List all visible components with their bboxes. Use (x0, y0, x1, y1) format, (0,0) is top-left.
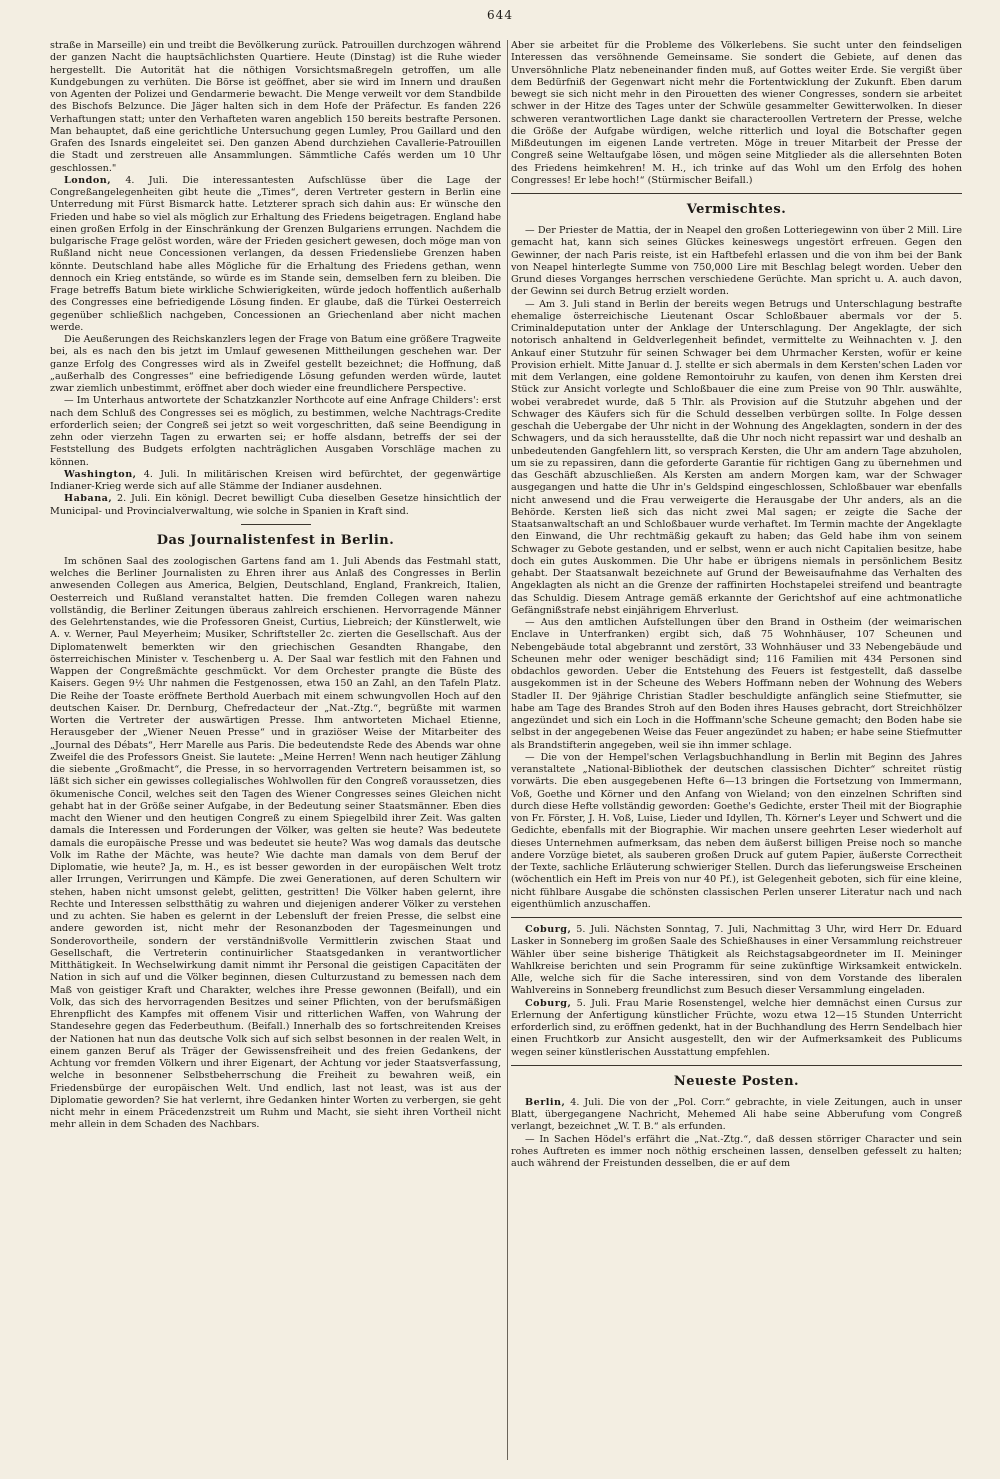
berlin-report (511, 1097, 962, 1134)
journalist-feast-text: Im schönen Saal des zoologischen Gartens fand am 1. Juli Abends das Festmahl statt, welches die Berliner Journalisten zu Ehren ihrer aus Anlaß des Congresses in Berlin anwesenden Collegen aus America, Belgien, Deutschland, England, Frankreich, Italien, Oesterreich und Rußland veranstaltet hatten. Die fremden Collegen waren nahezu vollständig, die Berliner Zeitungen überaus zahlreich erschienen. Hervorragende Männer des Gelehrtenstandes, wie die Professoren Gneist, Curtius, Liebreich; der Künstlerwelt, wie A. v. Werner, Paul Meyerheim; Musiker, Schriftsteller 2c. zierten die Gesellschaft. Aus der Diplomatenwelt bemerkten wir den griechischen Gesandten Rhangabe, den österreichischen Minister v. Teschenberg u. A. Der Saal war festlich mit den Fahnen und Wappen der Congreßmächte geschmückt. Vor dem Orchester prangte die Büste des Kaisers. Gegen 9½ Uhr nahmen die Festgenossen, etwa 150 an Zahl, an den Tafeln Platz. Die Reihe der Toaste eröffnete Berthold Auerbach mit einem schwungvollen Hoch auf den deutschen Kaiser. Dr. Dernburg, Chefredacteur der „Nat.-Ztg.“, begrüßte mit warmen Worten die Vertreter der auswärtigen Presse. Ihm antworteten Michael Etienne, Herausgeber der „Wiener Neuen Presse“ und in graziöser Weise der Mitarbeiter des „Journal des Débats“, Herr Marelle aus Paris. Die bedeutendste Rede des Abends war ohne Zweifel die des Professors Gneist. Sie lautete: „Meine Herren! Wenn nach heutiger Zählung die siebente „Großmacht“, die Presse, in so hervorragenden Vertretern beisammen ist, so läßt sich sicher ein gewisses collegialisches Wohlwollen für den Congreß voraussetzen, dies ökumenische Concil, welches seit den Tagen des Wiener Congresses seines Gleichen nicht gehabt hat in der Größe seiner Aufgabe, in der Bedeutung seiner Staatsmänner. Eben dies macht den Wiener und den heutigen Congreß zu einem Spiegelbild ihrer Zeit. Was galten damals die Interessen und Forderungen der Völker, was gelten sie heute? Was bedeutete damals die europäische Presse und was bedeutet sie heute? Was wog damals das deutsche Volk im Rathe der Mächte, was heute? Wie dachte man damals von dem Beruf der Diplomatie, wie heute? Ja, m. H., es ist besser geworden in der europäischen Welt trotz aller Irrungen, Verirrungen und Kämpfe. Die zwei Generationen, auf deren Schultern wir stehen, haben nicht umsonst gelebt, gelitten, gestritten! Die Völker haben gelernt, ihre Rechte und Interessen selbstthätig zu wahren und diejenigen anderer Völker zu verstehen und zu achten. Sie haben es gelernt in der Lebensluft der freien Presse, die selbst eine andere geworden ist, nicht mehr der Resonanzboden der Tagesmeinungen und Sonderovortheile, sondern der verständnißvolle Vermittlerin zwischen Staat und Gesellschaft, die Vertreterin continuirlicher Staatsgedanken in verantwortlicher Mitthätigkeit. In Wechselwirkung damit nimmt ihr Personal die geistigen Capacitäten der Nation in sich auf und die Völker beginnen, diesen Culturzustand zu bemessen nach dem Maß von geistiger Kraft und Charakter, welches ihre Presse gewonnen (Beifall), und ein Volk, das sich des hervorragenden Besitzes und seiner Pflichten, von der berufsmäßigen Ehrenpflicht des Kampfes mit offenem Visir und ritterlichen Waffen, von Wahrung der Standesehre gegen das Federbeuthum. (Beifall.) Innerhalb des so fortschreitenden Kreises der Nationen hat nun das deutsche Volk sich auf sich selbst besonnen in der realen Welt, in einem ganzen Beruf als Träger der Gewissensfreiheit und des freien Gedankens, der Achtung vor fremden Völkern und ihrer Eigenart, der Achtung vor jeder Staatsverfassung, welche in besonnener Selbstbeherrschung die Freiheit zu bewahren weiß, ein Friedensbürge der europäischen Welt. Und endlich, last not least, was ist aus der Diplomatie geworden? Sie hat verlernt, ihre Gedanken hinter Worten zu verbergen, sie geht nicht mehr in einem Präcedenzstreit um Ruhm und Macht, sie sieht ihren Vortheil nicht mehr allein in dem Schaden des Nachbars. (50, 555, 501, 1131)
ostheim-fire-item: — Aus den amtlichen Aufstellungen über den Brand in Ostheim (der weimarischen Enclave in Unterfranken) ergibt sich, daß 75 Wohnhäuser, 107 Scheunen und Nebengebäude total abgebrannt und zerstört, 33 Wohnhäuser und 33 Nebengebäude und Scheunen mehr oder weniger beschädigt sind; 116 Familien mit 434 Personen sind obdachlos geworden. Ueber die Entstehung des Feuers ist festgestellt, daß dasselbe ausgekommen ist in der Scheune des Webers Hoffmann neben der Wohnung des Webers Stadler II. Der 9jährige Christian Stadler beschuldigte anfänglich seine Stiefmutter, sie habe am Tage des Brandes Stroh auf den Boden ihres Hauses gebracht, dort Streichhölzer angezündet und sich ein Loch in die Hoffmann'sche Scheune gemacht; den Boden habe sie selbst in der angegebenen Weise das Feuer angezündet zu haben; er habe seine Stiefmutter als Brandstifterin angegeben, weil sie ihn immer schlage. (511, 617, 962, 751)
coburg-lasker-report (511, 924, 962, 998)
column-rule (507, 40, 508, 1460)
washington-dateline: Washington, (64, 468, 137, 480)
journalist-feast-heading: Das Journalistenfest in Berlin. (156, 532, 395, 548)
lottery-priest-item: — Der Priester de Mattia, der in Neapel den großen Lotteriegewinn von über 2 Mill. Lire gemacht hat, kann sich seines Glückes keineswegs ungestört erfreuen. Gegen den Gewinner, der nach Paris reiste, ist ein Haftbefehl erlassen und die von ihm bei der Bank von Neapel hinterlegte Summe von 750,000 Lire mit Beschlag belegt worden. Ueber den Grund dieses Vorganges herrschen verschiedene Gerüchte. Man spricht u. A. auch davon, der Gewinn sei durch Betrug erzielt worden. (511, 225, 962, 298)
marseille-report-text: straße in Marseille) ein und treibt die Bevölkerung zurück. Patrouillen durchzogen während der ganzen Nacht die hauptsächlichsten Quartiere. Heute (Dinstag) ist die Ruhe wieder hergestellt. Die Autorität hat die nöthigen Vorsichtsmaßregeln getroffen, um alle Kundgebungen zu verhüten. Die Börse ist geöffnet, aber sie wird im Innern und draußen von Agenten der Polizei und Gendarmerie bewacht. Die Menge verweilt vor dem Standbilde des Bischofs Belzunce. Die Jäger halten sich in dem Hofe der Präfectur. Es fanden 226 Verhaftungen statt; unter den Verhafteten waren angeblich 150 bereits bestrafte Personen. Man behauptet, daß eine gerichtliche Untersuchung gegen Lumley, Prou Gaillard und den Grafen des Isnards eingeleitet sei. Den ganzen Abend durchziehen Cavallerie-Patrouillen die Stadt und zerstreuen alle Ansammlungen. Sämmtliche Cafés werden um 10 Uhr geschlossen." (50, 40, 501, 174)
coburg-dateline: Coburg, (525, 997, 572, 1009)
columns (50, 40, 962, 1460)
section-divider (511, 917, 962, 918)
miscellany-heading: Vermischtes. (686, 202, 787, 217)
havana-report-text: 2. Juli. Ein königl. Decret bewilligt Cuba dieselben Gesetze hinsichtlich der Municipal- und Provincialverwaltung, wie solche in Spanien in Kraft sind. (50, 493, 501, 517)
london-dateline: London, (64, 174, 112, 186)
left-column (50, 40, 501, 1460)
chancellor-remarks: Die Aeußerungen des Reichskanzlers legen der Frage von Batum eine größere Tragweite bei, als es nach den bis jetzt im Umlauf gewesenen Mittheilungen geschehen war. Der ganze Erfolg des Congresses wird als in Zweifel gestellt bezeichnet; die Hoffnung, daß „außerhalb des Congresses“ eine befriedigende Lösung gefunden werden würde, lautet zwar ziemlich unbestimmt, eröffnet aber doch wieder eine freundlichere Perspective. (50, 334, 501, 394)
latest-news-heading: Neueste Posten. (673, 1073, 800, 1089)
washington-report-text: 4. Juli. In militärischen Kreisen wird befürchtet, der gegenwärtige Indianer-Krieg werde sich auf alle Stämme der Indianer ausdehnen. (50, 468, 501, 492)
london-report-text: 4. Juli. Die interessantesten Aufschlüsse über die Lage der Congreßangelegenheiten gibt heute die „Times“, deren Vertreter gestern in Berlin eine Unterredung mit Fürst Bismarck hatte. Letzterer sprach sich dahin aus: Er wünsche den Frieden und habe so viel als möglich zur Erhaltung des Friedens beigetragen. England habe einen großen Erfolg in der Einschränkung der Grenzen Bulgariens errungen. Nachdem die bulgarische Frage gelöst worden, wäre der Frieden gesichert gewesen, doch möge man von Rußland nicht neue Concessionen verlangen, da dessen Friedensliebe Grenzen haben könnte. Deutschland habe alles Mögliche für die Erhaltung des Friedens gethan, wenn dennoch ein Krieg entstände, so würde es im Stande sein, demselben fern zu bleiben. Die Frage betreffs Batum biete wirkliche Schwierigkeiten, würde jedoch hoffentlich außerhalb des Congresses eine befriedigende Lösung finden. Er glaube, daß die Türkei Oesterreich gegenüber schließlich nachgeben, Concessionen an Griechenland aber nicht machen werde. (50, 174, 501, 333)
berlin-dateline: Berlin, (525, 1096, 566, 1108)
section-divider (241, 524, 311, 525)
havana-report (50, 493, 501, 518)
hoedel-report: — In Sachen Hödel's erfährt die „Nat.-Ztg.“, daß dessen störriger Character und sein rohes Auftreten es immer noch nöthig erscheinen lassen, denselben gefesselt zu halten; auch während der Freistunden desselben, die er auf dem (511, 1133, 962, 1169)
right-column (511, 40, 962, 1460)
washington-report (50, 469, 501, 494)
section-divider (511, 193, 962, 194)
gneist-speech-continued: Aber sie arbeitet für die Probleme des Völkerlebens. Sie sucht unter den feindseligen Interessen das versöhnende Gemeinsame. Sie sondert die Gebiete, auf denen das Unversöhnliche Platz nebeneinander finden muß, auf Gottes weiter Erde. Sie vergißt über dem Bedürfniß der Gegenwart nicht mehr die Fortentwicklung der Zukunft. Eben darum bewegt sie sich nicht mehr in den Pirouetten des wiener Congresses, sondern sie arbeitet schwer in der Hitze des Tages unter der Schwüle gesammelter Gewitterwolken. In dieser schweren verantwortlichen Lage dankt sie characteroollen Vertretern der Presse, welche die Größe der Aufgabe würdigen, welche ritterlich und loyal die Botschafter gegen Mißdeutungen im eigenen Lande vertreten. Möge in treuer Mitarbeit der Presse der Congreß seine Weltaufgabe lösen, und mögen seine Mitglieder als die allersehnten Boten des Friedens heimkehren! M. H., ich trinke auf das Wohl um den Erfolg des hohen Congresses! Er lebe hoch!“ (Stürmischer Beifall.) (511, 40, 962, 186)
section-divider (511, 1065, 962, 1066)
coburg-fruit-report (511, 998, 962, 1059)
unterhaus-report: — Im Unterhaus antwortete der Schatzkanzler Northcote auf eine Anfrage Childers': erst nach dem Schluß des Congresses sei es möglich, zu bestimmen, welche Nachtrags-Credite erforderlich seien; der Congreß sei jetzt so weit vorgeschritten, daß seine Beendigung in zehn oder vierzehn Tagen zu erwarten sei; er hoffe alsdann, betreffs der sei der Feststellung des Budgets erfolgten nachträglichen Ausgaben Vorschläge machen zu können. (50, 395, 501, 468)
havana-dateline: Habana, (64, 493, 113, 505)
berlin-report-text: 4. Juli. Die von der „Pol. Corr.“ gebrachte, in viele Zeitungen, auch in unser Blatt, übergegangene Nachricht, Mehemed Ali habe seine Abberufung vom Congreß verlangt, bezeichnet „W. T. B.“ als erfunden. (511, 1096, 962, 1133)
london-report (50, 175, 501, 334)
coburg-lasker-text: 5. Juli. Nächsten Sonntag, 7. Juli, Nachmittag 3 Uhr, wird Herr Dr. Eduard Lasker in Sonneberg im großen Saale des Schießhauses in einer Versammlung reichstreuer Wähler über seine bisherige Thätigkeit als Reichstagsabgeordneter im II. Meininger Wahlkreise berichten und sein Programm für seine zukünftige Wirksamkeit entwickeln. Alle, welche sich für die Sache interessiren, sind von dem Vorstande des liberalen Wahlvereins in Sonneberg freundlichst zum Besuch dieser Versammlung eingeladen. (511, 924, 962, 997)
national-library-item: — Die von der Hempel'schen Verlagsbuchhandlung in Berlin mit Beginn des Jahres veranstaltete „National-Bibliothek der deutschen classischen Dichter“ schreitet rüstig vorwärts. Die eben ausgegebenen Hefte 6—13 bringen die Fortsetzung von Immermann, Voß, Goethe und Körner und den Anfang von Wieland; von den einzelnen Schriften sind durch diese Hefte vollständig geworden: Goethe's Gedichte, erster Theil mit der Biographie von Fr. Förster, J. H. Voß, Luise, Lieder und Idyllen, Th. Körner's Leyer und Schwert und die Gedichte, ebenfalls mit der Biographie. Wir machen unsere geehrten Leser wiederholt auf dieses Unternehmen aufmerksam, das neben dem äußerst billigen Preise noch so manche andere Vorzüge bietet, als sauberen großen Druck auf gutem Papier, äußerste Correctheit der Texte, sachliche Erläuterung schwieriger Stellen. Durch das lieferungsweise Erscheinen (wöchentlich ein Heft im Preis von nur 40 Pf.), ist Gelegenheit geboten, sich für eine kleine, nicht fühlbare Ausgabe die schönsten classischen Perlen unserer Literatur nach und nach eigenthümlich anzuschaffen. (511, 751, 962, 910)
coburg-fruit-text: 5. Juli. Frau Marie Rosenstengel, welche hier demnächst einen Cursus zur Erlernung der Anfertigung künstlicher Früchte, wozu etwa 12—15 Stunden Unterricht erforderlich sind, zu eröffnen gedenkt, hat in der Buchhandlung des Herrn Sendelbach hier einen Fruchtkorb zur Ansicht ausgestellt, den wir der Aufmerksamkeit des Publicums wegen seiner künstlerischen Ausstattung empfehlen. (511, 997, 962, 1058)
schlossbauer-trial-item: — Am 3. Juli stand in Berlin der bereits wegen Betrugs und Unterschlagung bestrafte ehemalige österreichische Lieutenant Oscar Schloßbauer abermals vor der 5. Criminaldeputation unter der Anklage der Unterschlagung. Der Angeklagte, der sich notorisch anhaltend in Geldverlegenheit befindet, vermittelte zu Weihnachten v. J. den Ankauf einer Stutzuhr für seinen Schwager bei dem Uhrmacher Kersten, wofür er keine Provision erhielt. Mitte Januar d. J. stellte er sich abermals in dem Kersten'schen Laden vor mit dem Verlangen, eine goldene Remontoiruhr zu kaufen, von denen ihm Kersten drei Stück zur Ansicht vorlegte und Schloßbauer die eine zum Preise von 90 Thlr. auswählte, wobei verabredet wurde, daß 5 Thlr. als Provision auf die Stutzuhr abgehen und der Schwager des Käufers sich für die Schuld desselben verbürgen sollte. In Folge dessen geschah die Uebergabe der Uhr nicht in der Wohnung des Angeklagten, sondern in der des Schwagers, und da sich herausstellte, daß die Uhr noch nicht repassirt war und deshalb an unbedeutenden Gangfehlern litt, so versprach Kersten, die Uhr am andern Tage abzuholen, um sie zu repassiren, dann die geforderte Garantie für richtigen Gang zu übernehmen und das Geschäft abzuschließen. Als Kersten am andern Morgen kam, war der Schwager ausgegangen und hatte die Uhr in's Geldspind eingeschlossen, Schloßbauer war ebenfalls nicht anwesend und die Frau verweigerte die Herausgabe der Uhr anders, als an die Behörde. Kersten ließ sich das nicht zwei Mal sagen; er zeigte die Sache der Staatsanwaltschaft an und Schloßbauer wurde verhaftet. Im Termin machte der Angeklagte den Einwand, die Uhr rechtmäßig gekauft zu haben; das Geld habe ihm von seinem Schwager zu Gebote gestanden, und er selbst, wenn er auch nicht Capitalien besitze, habe doch ein gutes Auskommen. Die Uhr habe er übrigens niemals in persönlichem Besitz gehabt. Der Staatsanwalt bezeichnete auf Grund der Beweisaufnahme das Verhalten des Angeklagten als nicht an die Grenze der raffinirten Hochstapelei streifend und beantragte das Schuldig. Diesem Antrage gemäß erkannte der Gerichtshof auf eine achtmonatliche Gefängnißstrafe nebst einjährigem Ehrverlust. (511, 298, 962, 616)
coburg-dateline: Coburg, (525, 924, 572, 935)
page-number: 644 (487, 8, 513, 22)
